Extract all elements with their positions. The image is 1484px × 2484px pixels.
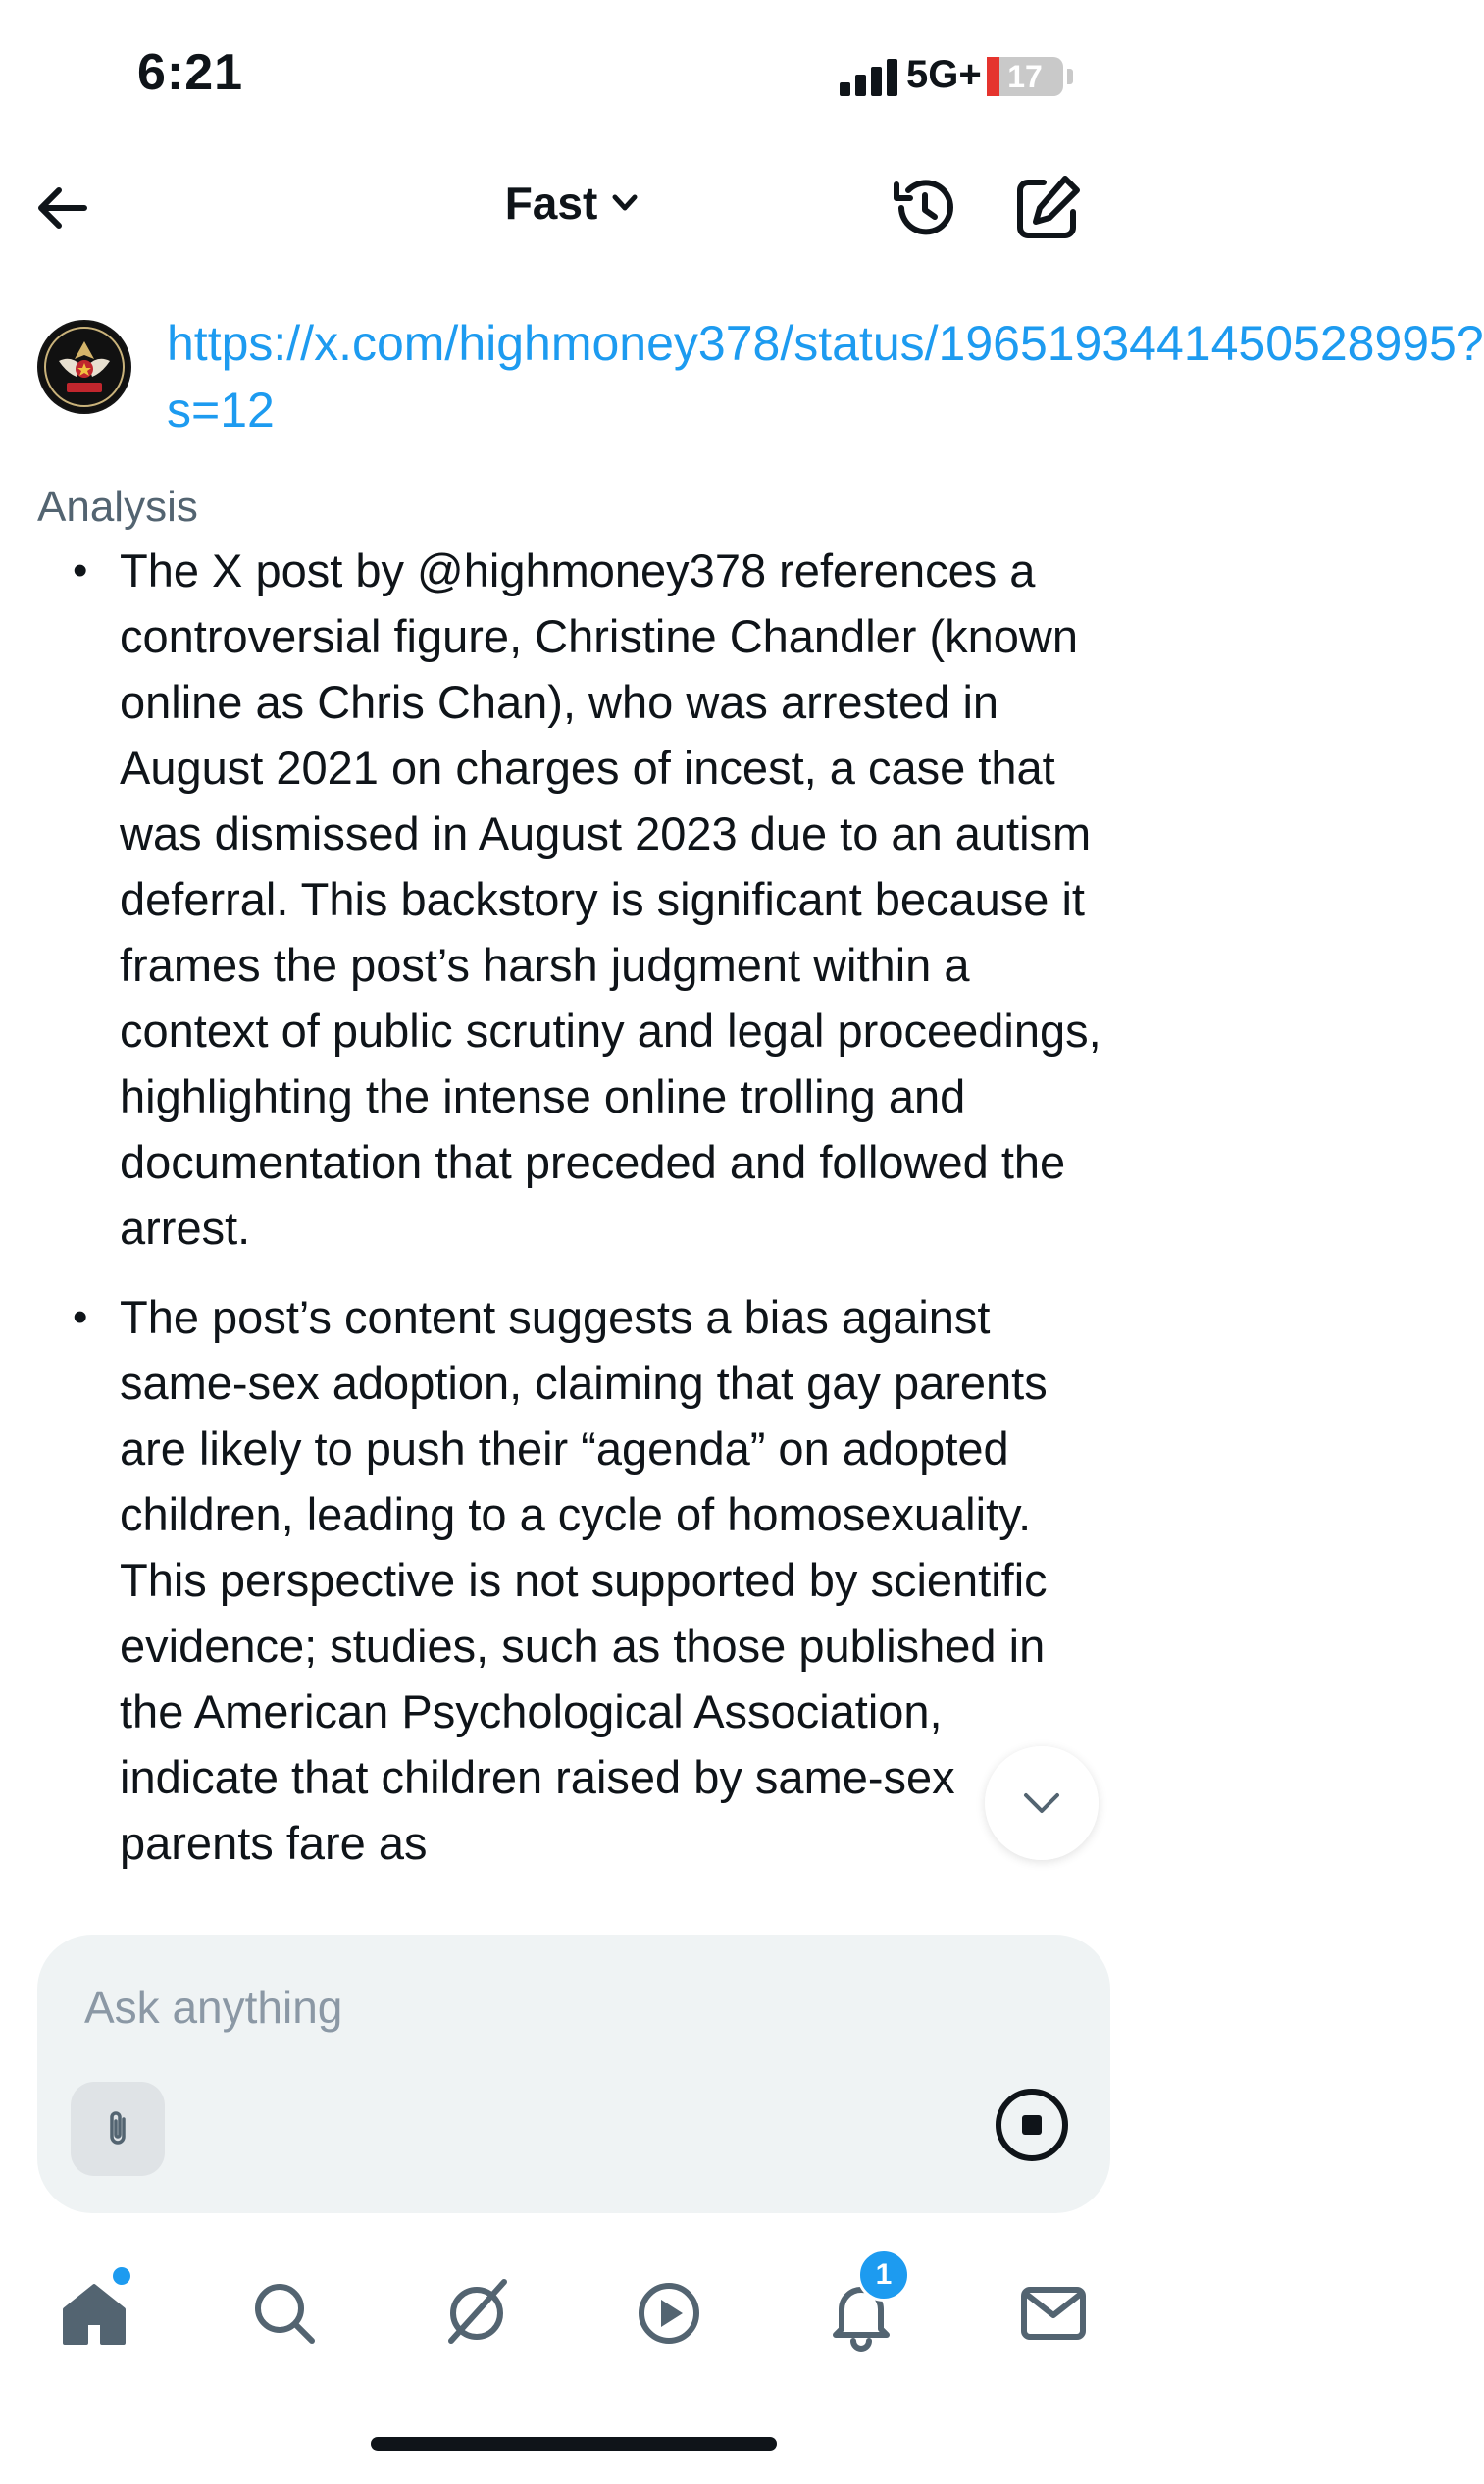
tab-home[interactable]: [55, 2274, 133, 2353]
composer: [37, 1935, 1110, 2213]
stop-button[interactable]: [991, 2084, 1073, 2166]
home-unread-dot: [110, 2264, 133, 2288]
mode-label: Fast: [504, 178, 598, 229]
status-time: 6:21: [137, 44, 244, 101]
stop-icon: [991, 2084, 1073, 2166]
mode-selector[interactable]: [505, 177, 643, 230]
response-area: [0, 479, 1148, 1911]
tab-grok[interactable]: [437, 2274, 516, 2353]
shared-post-link[interactable]: [167, 310, 1484, 443]
analysis-bullets: [0, 538, 1108, 1899]
network-type: 5G+: [906, 53, 982, 96]
tab-bar: [0, 2256, 1148, 2384]
compose-icon: [1008, 169, 1087, 247]
new-chat-button[interactable]: [1008, 169, 1087, 247]
search-icon: [245, 2274, 324, 2353]
scroll-to-bottom-button[interactable]: [985, 1746, 1099, 1860]
history-icon: [885, 169, 963, 247]
chevron-down-icon: [607, 185, 642, 221]
history-button[interactable]: [885, 169, 963, 247]
avatar-emblem-icon: [37, 320, 131, 414]
notification-badge: 1: [857, 2249, 910, 2302]
avatar[interactable]: [37, 320, 131, 414]
battery-percent: 17: [1007, 59, 1043, 94]
tab-video[interactable]: [630, 2274, 708, 2353]
tab-search[interactable]: [245, 2274, 324, 2353]
shared-post-link-text[interactable]: https://x.com/highmoney378/status/1965193441450528995?s=12: [167, 316, 1484, 438]
list-item: • The X post by @highmoney378 references a controversial figure, Christine Chandler (known online as Chris Chan), who was arrested in August 2021 on charges of incest, a case that was dismissed in August 2023 due to an autism deferral. This backstory is significant because it frames the post’s harsh judgment within a context of public scrutiny and legal proceedings, highlighting the intense online trolling and documentation that preceded and followed the arrest.: [0, 538, 1108, 1261]
section-label: Analysis: [37, 483, 198, 531]
paperclip-icon: [94, 2105, 141, 2152]
tab-notifications[interactable]: [822, 2258, 900, 2353]
attach-button[interactable]: [71, 2082, 165, 2176]
top-bar: [0, 147, 1148, 265]
ask-input[interactable]: [82, 1972, 969, 2043]
play-icon: [630, 2274, 708, 2353]
status-bar: [0, 0, 1148, 147]
chevron-down-icon: [1014, 1776, 1069, 1831]
signal-icon: [840, 57, 900, 96]
battery-icon: [987, 57, 1063, 96]
list-item: • The post’s content suggests a bias against same-sex adoption, claiming that gay parents are likely to push their “agenda” on adopted children, leading to a cycle of homosexuality. This perspective is not supported by scientific evidence; studies, such as those published in the American Psychological Association, indicate that children raised by same-sex parents fare as: [0, 1284, 1108, 1876]
grok-icon: [437, 2274, 516, 2353]
mail-icon: [1014, 2274, 1093, 2353]
battery-cap: [1067, 69, 1073, 84]
home-indicator: [371, 2437, 777, 2451]
tab-messages[interactable]: [1014, 2274, 1093, 2353]
